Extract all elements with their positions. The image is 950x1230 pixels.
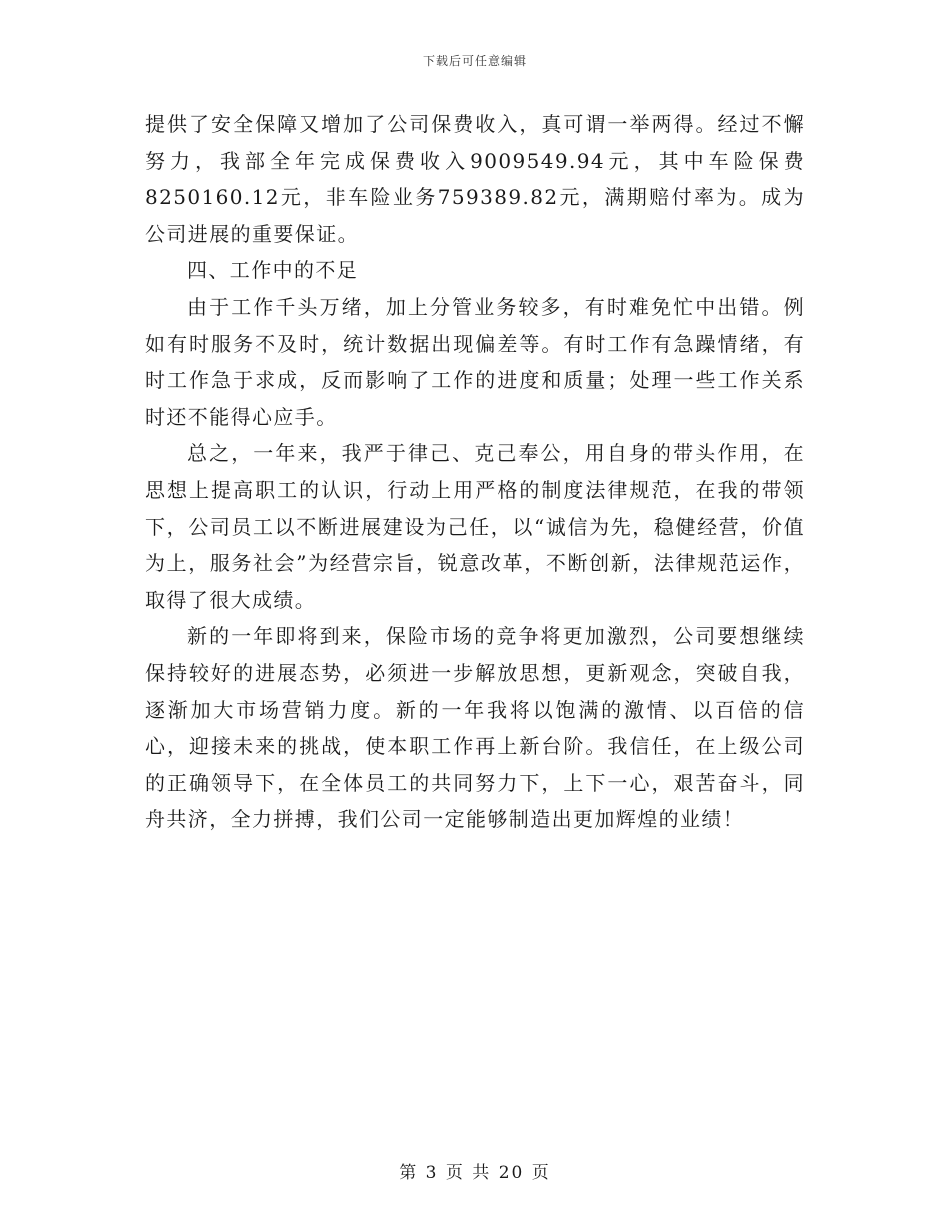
document-body — [145, 106, 805, 838]
page-header: 下载后可任意编辑 — [422, 54, 527, 68]
section-heading-shortcomings: 四、工作中的不足 — [187, 258, 359, 283]
paragraph-summary: 总之，一年来，我严于律己、克己奉公，用自身的带头作用，在思想上提高职工的认识，行动上用严格的制度法律规范，在我的带领下，公司员工以不断进展建设为己任，以“诚信为先，稳健经营，价值为上，服务社会”为经营宗旨，锐意改革，不断创新，法律规范运作，取得了很大成绩。 — [145, 441, 805, 612]
page-footer: 第 3 页 共 20 页 — [399, 1163, 551, 1183]
paragraph-outlook: 新的一年即将到来，保险市场的竞争将更加激烈，公司要想继续保持较好的进展态势，必须进一步解放思想，更新观念，突破自我，逐渐加大市场营销力度。新的一年我将以饱满的激情、以百倍的信心，迎接未来的挑战，使本职工作再上新台阶。我信任，在上级公司的正确领导下，在全体员工的共同努力下，上下一心，艰苦奋斗，同舟共济，全力拼搏，我们公司一定能够制造出更加辉煌的业绩！ — [145, 624, 805, 832]
paragraph-shortcomings: 由于工作千头万绪，加上分管业务较多，有时难免忙中出错。例如有时服务不及时，统计数据出现偏差等。有时工作有急躁情绪，有时工作急于求成，反而影响了工作的进度和质量；处理一些工作关系时还不能得心应手。 — [145, 294, 805, 429]
paragraph-continuation: 提供了安全保障又增加了公司保费收入，真可谓一举两得。经过不懈努力，我部全年完成保费收入9009549.94元，其中车险保费8250160.12元，非车险业务759389.82元，满期赔付率为。成为公司进展的重要保证。 — [145, 112, 805, 246]
